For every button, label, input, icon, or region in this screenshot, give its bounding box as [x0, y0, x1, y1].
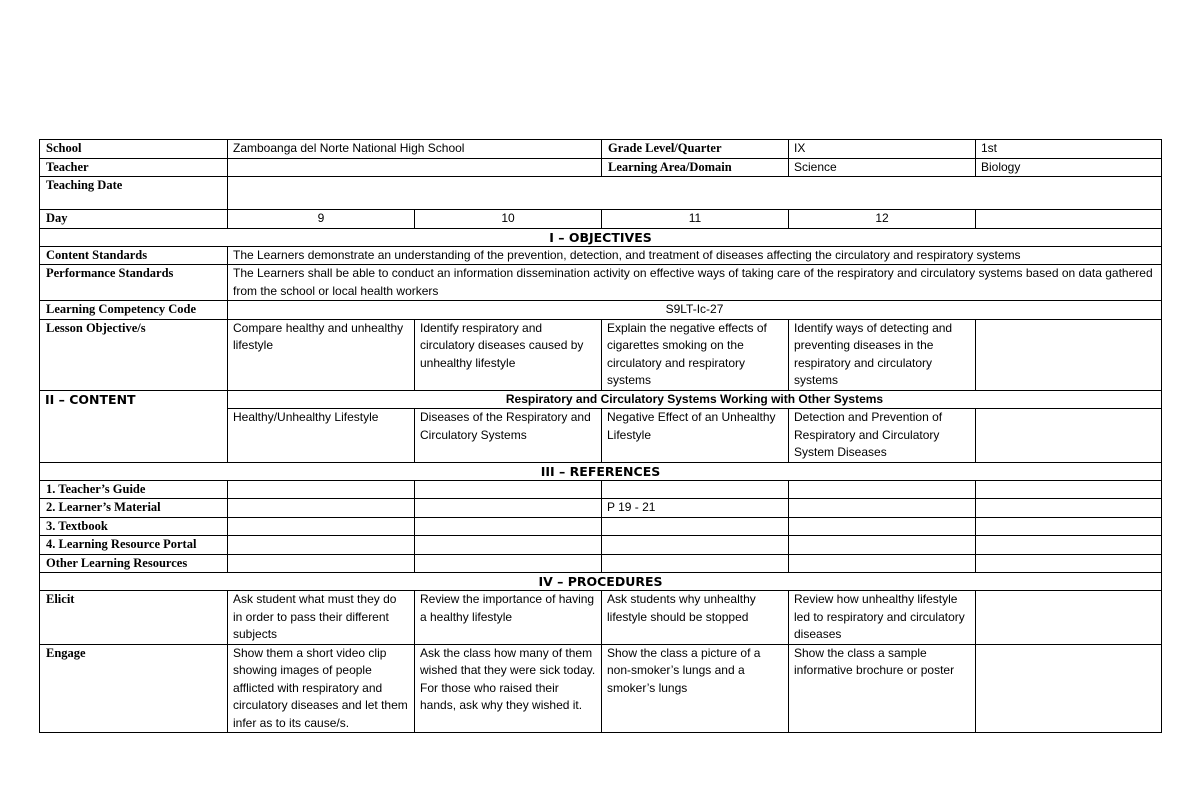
- content-subtopic-cell: Healthy/Unhealthy Lifestyle: [228, 409, 415, 463]
- reference-cell: [789, 480, 976, 499]
- reference-cell: [415, 554, 602, 573]
- reference-cell: [789, 517, 976, 536]
- procedure-cell: [976, 591, 1162, 645]
- reference-cell: [976, 517, 1162, 536]
- day-cell: [976, 210, 1162, 229]
- reference-cell: [228, 554, 415, 573]
- reference-label: 4. Learning Resource Portal: [40, 536, 228, 555]
- reference-cell: [789, 499, 976, 518]
- procedures-heading-row: [40, 573, 1162, 591]
- performance-standards-row: [40, 265, 1162, 301]
- teaching-date-value: [228, 177, 1162, 210]
- reference-cell: [228, 517, 415, 536]
- reference-cell: [415, 499, 602, 518]
- teacher-label: Teacher: [40, 158, 228, 177]
- teaching-date-row: [40, 177, 1162, 210]
- reference-cell: [602, 480, 789, 499]
- content-heading-row: [40, 390, 1162, 409]
- reference-cell: [976, 480, 1162, 499]
- day-cell: 12: [789, 210, 976, 229]
- grade-value: IX: [789, 140, 976, 159]
- reference-cell: [415, 517, 602, 536]
- reference-cell: [602, 536, 789, 555]
- day-cell: 9: [228, 210, 415, 229]
- procedure-cell: Ask students why unhealthy lifestyle should be stopped: [602, 591, 789, 645]
- reference-cell: [789, 554, 976, 573]
- reference-cell: P 19 - 21: [602, 499, 789, 518]
- lesson-objectives-row: [40, 319, 1162, 390]
- procedure-cell: Show the class a sample informative brochure or poster: [789, 644, 976, 733]
- procedure-row: [40, 644, 1162, 733]
- day-row: [40, 210, 1162, 229]
- content-standards-value: The Learners demonstrate an understanding of the prevention, detection, and treatment of diseases affecting the circulatory and respiratory systems: [228, 246, 1162, 265]
- competency-code-row: [40, 301, 1162, 320]
- school-row: [40, 140, 1162, 159]
- procedure-cell: Ask student what must they do in order to pass their different subjects: [228, 591, 415, 645]
- reference-cell: [228, 480, 415, 499]
- reference-row: [40, 480, 1162, 499]
- lesson-objective-cell: Compare healthy and unhealthy lifestyle: [228, 319, 415, 390]
- content-subtopic-cell: Detection and Prevention of Respiratory and Circulatory System Diseases: [789, 409, 976, 463]
- competency-code-value: S9LT-Ic-27: [228, 301, 1162, 320]
- procedure-label: Elicit: [40, 591, 228, 645]
- reference-cell: [789, 536, 976, 555]
- reference-label: Other Learning Resources: [40, 554, 228, 573]
- procedure-row: [40, 591, 1162, 645]
- procedure-cell: Ask the class how many of them wished that they were sick today. For those who raised their hands, ask why they wished it.: [415, 644, 602, 733]
- learning-area-value: Science: [789, 158, 976, 177]
- teacher-value: [228, 158, 602, 177]
- competency-code-label: Learning Competency Code: [40, 301, 228, 320]
- procedures-heading: IV – PROCEDURES: [40, 573, 1162, 591]
- procedure-cell: [976, 644, 1162, 733]
- learning-area-label: Learning Area/Domain: [602, 158, 789, 177]
- content-subtopic-cell: Diseases of the Respiratory and Circulatory Systems: [415, 409, 602, 463]
- lesson-objective-cell: Explain the negative effects of cigarettes smoking on the circulatory and respiratory systems: [602, 319, 789, 390]
- daily-lesson-log-table: [39, 139, 1162, 733]
- performance-standards-value: The Learners shall be able to conduct an information dissemination activity on effective ways of taking care of the respiratory and circulatory systems based on data gathered from the school or local health workers: [228, 265, 1162, 301]
- reference-row: [40, 517, 1162, 536]
- references-heading-row: [40, 462, 1162, 480]
- reference-cell: [602, 517, 789, 536]
- day-cell: 10: [415, 210, 602, 229]
- content-standards-row: [40, 246, 1162, 265]
- references-heading: III – REFERENCES: [40, 462, 1162, 480]
- content-subtopic-cell: [976, 409, 1162, 463]
- reference-cell: [415, 536, 602, 555]
- domain-value: Biology: [976, 158, 1162, 177]
- lesson-objectives-label: Lesson Objective/s: [40, 319, 228, 390]
- procedure-cell: Review the importance of having a healthy lifestyle: [415, 591, 602, 645]
- reference-cell: [228, 499, 415, 518]
- objectives-heading: I – OBJECTIVES: [40, 228, 1162, 246]
- lesson-objective-cell: Identify respiratory and circulatory diseases caused by unhealthy lifestyle: [415, 319, 602, 390]
- procedure-cell: Review how unhealthy lifestyle led to respiratory and circulatory diseases: [789, 591, 976, 645]
- lesson-objective-cell: [976, 319, 1162, 390]
- reference-row: [40, 536, 1162, 555]
- quarter-value: 1st: [976, 140, 1162, 159]
- school-value: Zamboanga del Norte National High School: [228, 140, 602, 159]
- procedure-label: Engage: [40, 644, 228, 733]
- reference-label: 1. Teacher’s Guide: [40, 480, 228, 499]
- procedure-cell: Show them a short video clip showing images of people afflicted with respiratory and circulatory diseases and let them infer as to its cause/s.: [228, 644, 415, 733]
- reference-cell: [602, 554, 789, 573]
- school-label: School: [40, 140, 228, 159]
- reference-cell: [415, 480, 602, 499]
- lesson-objective-cell: Identify ways of detecting and preventing diseases in the respiratory and circulatory systems: [789, 319, 976, 390]
- reference-row: [40, 499, 1162, 518]
- reference-cell: [228, 536, 415, 555]
- procedure-cell: Show the class a picture of a non-smoker’s lungs and a smoker’s lungs: [602, 644, 789, 733]
- content-subtopic-cell: Negative Effect of an Unhealthy Lifestyle: [602, 409, 789, 463]
- teacher-row: [40, 158, 1162, 177]
- grade-level-label: Grade Level/Quarter: [602, 140, 789, 159]
- day-label: Day: [40, 210, 228, 229]
- day-cell: 11: [602, 210, 789, 229]
- reference-label: 3. Textbook: [40, 517, 228, 536]
- performance-standards-label: Performance Standards: [40, 265, 228, 301]
- reference-label: 2. Learner’s Material: [40, 499, 228, 518]
- content-topic: Respiratory and Circulatory Systems Working with Other Systems: [228, 390, 1162, 409]
- content-standards-label: Content Standards: [40, 246, 228, 265]
- teaching-date-label: Teaching Date: [40, 177, 228, 210]
- reference-cell: [976, 536, 1162, 555]
- content-heading: II – CONTENT: [40, 390, 228, 462]
- reference-cell: [976, 554, 1162, 573]
- reference-cell: [976, 499, 1162, 518]
- objectives-heading-row: [40, 228, 1162, 246]
- reference-row: [40, 554, 1162, 573]
